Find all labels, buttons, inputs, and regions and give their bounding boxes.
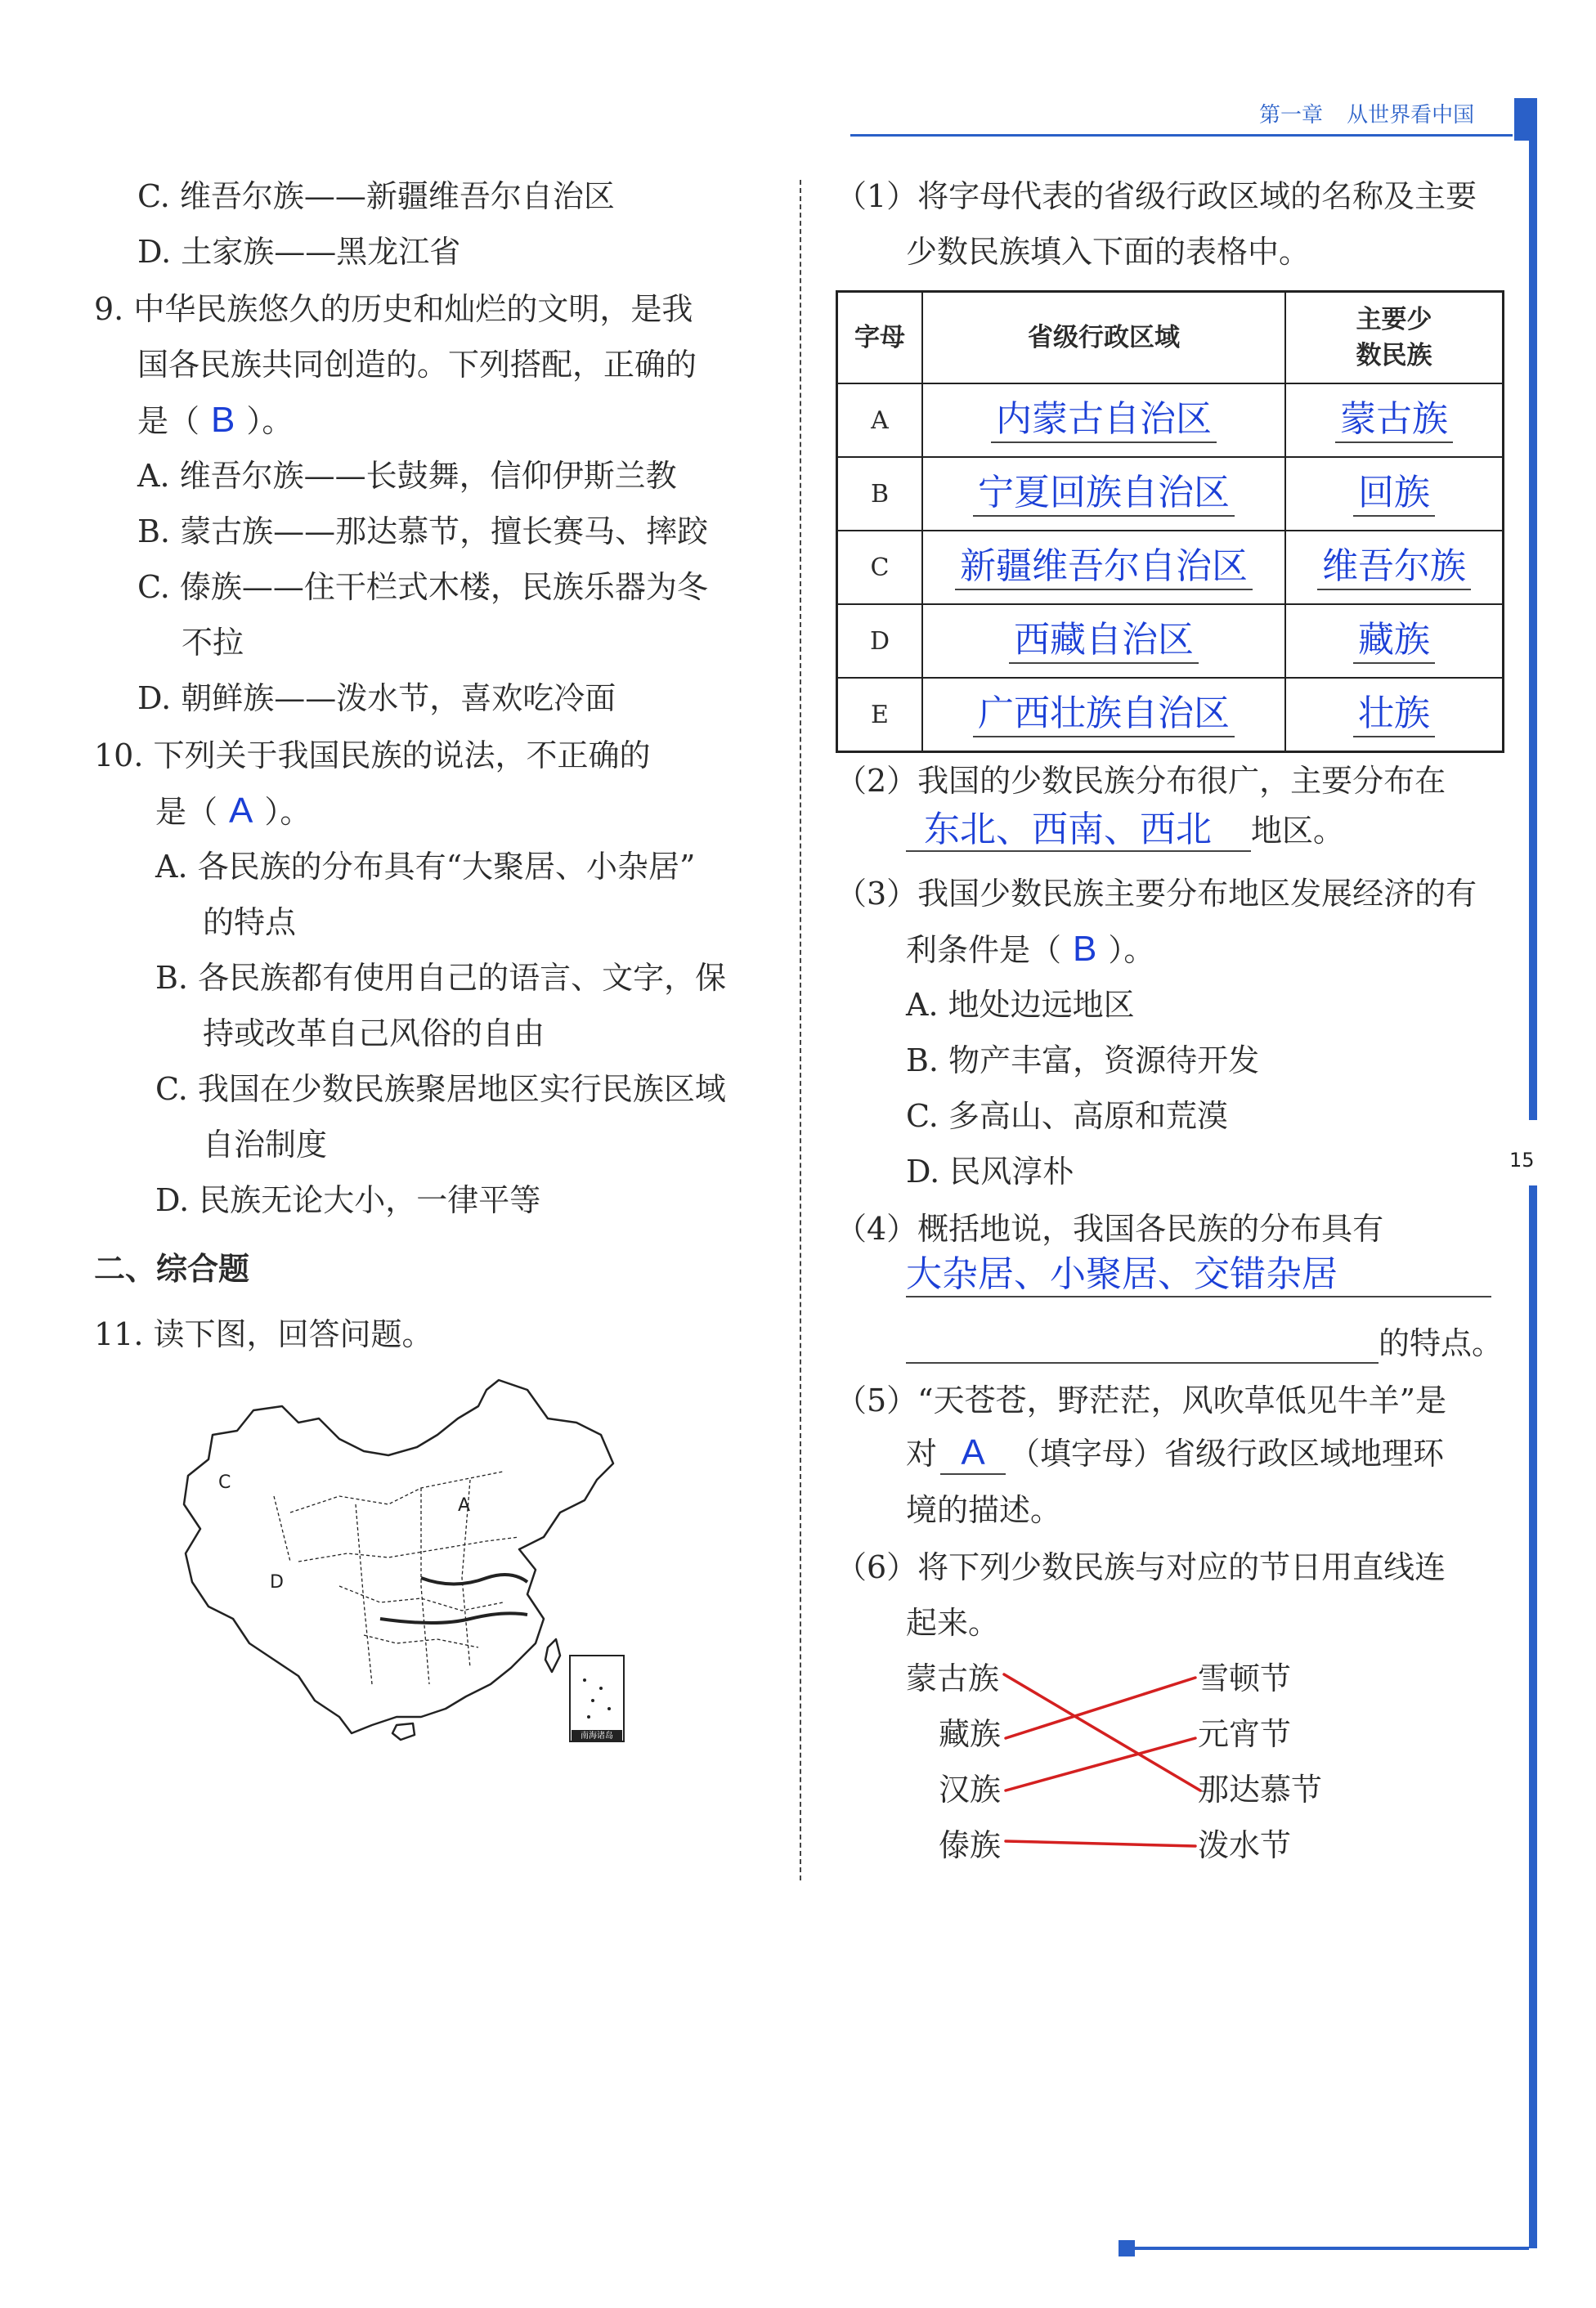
p5-prefix: 对 — [906, 1436, 938, 1472]
match-line-han-lantern — [1006, 1738, 1195, 1790]
page-header — [1259, 98, 1474, 128]
q8-option-d: D. 土家族——黑龙江省 — [137, 234, 461, 270]
p2-line2 — [906, 809, 1344, 852]
p3-answer: B — [1073, 929, 1097, 969]
p3-line2 — [906, 929, 1154, 970]
page-number: 15 — [1509, 1149, 1535, 1172]
q10-answer: A — [229, 791, 253, 831]
china-outline — [184, 1380, 613, 1733]
region-answer: 宁夏回族自治区 — [973, 471, 1235, 517]
row-ethnic — [1285, 531, 1504, 604]
section-title: 二、综合题 — [94, 1251, 250, 1287]
ethnic-answer: 壮族 — [1353, 692, 1435, 737]
header-ethnic-line1: 主要少 — [1356, 305, 1432, 334]
p3-option-b: B. 物产丰富，资源待开发 — [906, 1042, 1260, 1078]
match-line-tibetan-shoton — [1006, 1678, 1195, 1738]
p3-option-a: A. 地处边远地区 — [906, 987, 1135, 1023]
row-ethnic — [1285, 383, 1504, 457]
map-label-c: C — [218, 1472, 231, 1493]
row-region — [922, 457, 1285, 531]
matching-lines — [981, 1660, 1226, 1856]
ethnic-answer: 回族 — [1353, 471, 1435, 517]
row-letter: A — [837, 383, 923, 457]
q10-option-a-cont: 的特点 — [203, 904, 297, 940]
p4-line1: （4）概括地说，我国各民族的分布具有 — [836, 1211, 1384, 1247]
header-rule — [850, 134, 1513, 137]
p3-suffix: ）。 — [1108, 932, 1155, 968]
table-row — [837, 604, 1504, 678]
q9-option-c-cont: 不拉 — [182, 625, 244, 661]
chapter-title: 从世界看中国 — [1347, 103, 1475, 128]
p3-option-c: C. 多高山、高原和荒漠 — [906, 1098, 1228, 1134]
row-letter: C — [837, 531, 923, 604]
festival-water: 泼水节 — [1198, 1827, 1292, 1863]
ethnic-han: 汉族 — [939, 1772, 1002, 1808]
map-label-a: A — [458, 1495, 471, 1516]
right-edge-bar-lower — [1529, 1185, 1537, 2248]
festival-naadam: 那达慕节 — [1198, 1772, 1323, 1808]
row-letter: B — [837, 457, 923, 531]
region-answer: 新疆维吾尔自治区 — [955, 545, 1253, 590]
q9-stem-line1: 9. 中华民族悠久的历史和灿烂的文明，是我 — [94, 291, 693, 327]
table-row — [837, 531, 1504, 604]
table-header-row — [837, 292, 1504, 384]
q9-option-a: A. 维吾尔族——长鼓舞，信仰伊斯兰教 — [137, 458, 677, 494]
table-row — [837, 457, 1504, 531]
column-divider — [800, 180, 801, 1880]
map-label-d: D — [270, 1572, 284, 1593]
p4-suffix: 的特点。 — [1379, 1325, 1504, 1361]
ethnic-dai: 傣族 — [939, 1827, 1002, 1863]
row-letter: E — [837, 678, 923, 752]
q10-option-c-cont: 自治制度 — [203, 1127, 328, 1163]
q9-answer-line — [137, 400, 293, 441]
region-answer: 西藏自治区 — [1009, 618, 1199, 664]
q11-stem: 11. 读下图，回答问题。 — [94, 1316, 433, 1352]
header-letter: 字母 — [837, 292, 923, 384]
p4-answer: 大杂居、小聚居、交错杂居 — [906, 1254, 1338, 1294]
q10-option-c: C. 我国在少数民族聚居地区实行民族区域 — [155, 1071, 726, 1107]
ethnic-table — [836, 290, 1504, 753]
ethnic-answer: 藏族 — [1353, 618, 1435, 664]
p4-line3 — [906, 1323, 1503, 1364]
right-edge-bar — [1529, 139, 1537, 1120]
q10-stem: 10. 下列关于我国民族的说法，不正确的 — [94, 737, 651, 773]
ethnic-answer: 维吾尔族 — [1317, 545, 1471, 590]
p4-blank — [906, 1329, 1379, 1364]
region-answer: 内蒙古自治区 — [991, 397, 1217, 443]
p4-answer-line — [906, 1254, 1491, 1297]
row-ethnic — [1285, 604, 1504, 678]
festival-shoton: 雪顿节 — [1198, 1660, 1292, 1696]
footer-rule — [1128, 2247, 1529, 2250]
region-answer: 广西壮族自治区 — [973, 692, 1235, 737]
q9-option-d: D. 朝鲜族——泼水节，喜欢吃冷面 — [137, 680, 616, 716]
q9-option-c: C. 傣族——住干栏式木楼，民族乐器为冬 — [137, 569, 708, 605]
q10-prefix: 是（ — [155, 794, 218, 830]
header-ethnic — [1285, 292, 1504, 384]
p2-suffix: 地区。 — [1251, 813, 1345, 849]
p5-middle: （填字母）省级行政区域地理环 — [1009, 1436, 1445, 1472]
footer-square — [1119, 2240, 1135, 2256]
p5-answer: A — [940, 1432, 1006, 1475]
table-row — [837, 678, 1504, 752]
ethnic-answer: 蒙古族 — [1335, 397, 1453, 443]
q9-answer: B — [211, 400, 235, 440]
p3-line1: （3）我国少数民族主要分布地区发展经济的有 — [836, 876, 1477, 912]
match-line-dai-water — [1006, 1841, 1195, 1846]
p2-answer: 东北、西南、西北 — [906, 809, 1251, 852]
inset-label: 南海诸岛 — [581, 1732, 613, 1741]
island-hainan — [392, 1723, 415, 1740]
p5-line1: （5）“天苍苍，野茫茫，风吹草低见牛羊”是 — [836, 1383, 1447, 1418]
p1-line2: 少数民族填入下面的表格中。 — [906, 234, 1311, 270]
ethnic-mongol: 蒙古族 — [906, 1660, 1000, 1696]
q8-option-c: C. 维吾尔族——新疆维吾尔自治区 — [137, 178, 615, 214]
row-region — [922, 678, 1285, 752]
row-ethnic — [1285, 457, 1504, 531]
island-taiwan — [545, 1639, 560, 1672]
row-region — [922, 531, 1285, 604]
q10-answer-line — [155, 791, 311, 832]
ethnic-tibetan: 藏族 — [939, 1716, 1002, 1752]
row-ethnic — [1285, 678, 1504, 752]
header-ethnic-line2: 数民族 — [1356, 341, 1432, 370]
match-line-mongol-naadam — [1004, 1674, 1200, 1790]
p5-line2 — [906, 1432, 1444, 1475]
row-region — [922, 383, 1285, 457]
row-letter: D — [837, 604, 923, 678]
q10-option-d: D. 民族无论大小，一律平等 — [155, 1182, 541, 1218]
p1-line1: （1）将字母代表的省级行政区域的名称及主要 — [836, 178, 1477, 214]
q10-suffix: ）。 — [264, 794, 312, 830]
table-row — [837, 383, 1504, 457]
q10-option-b: B. 各民族都有使用自己的语言、文字，保 — [155, 960, 727, 996]
festival-lantern: 元宵节 — [1198, 1716, 1292, 1752]
p6-line2: 起来。 — [906, 1605, 1000, 1641]
header-region: 省级行政区域 — [922, 292, 1285, 384]
q9-suffix: ）。 — [246, 403, 294, 439]
q10-option-a: A. 各民族的分布具有“大聚居、小杂居” — [155, 849, 696, 885]
q9-option-b: B. 蒙古族——那达慕节，擅长赛马、摔跤 — [137, 513, 709, 549]
p2-line1: （2）我国的少数民族分布很广，主要分布在 — [836, 763, 1446, 799]
p5-line3: 境的描述。 — [906, 1492, 1062, 1528]
p3-prefix: 利条件是（ — [906, 932, 1062, 968]
q10-option-b-cont: 持或改革自己风俗的自由 — [203, 1015, 545, 1051]
row-region — [922, 604, 1285, 678]
q9-stem-line2: 国各民族共同创造的。下列搭配，正确的 — [137, 347, 697, 383]
p3-option-d: D. 民风淳朴 — [906, 1154, 1074, 1190]
inset-box — [570, 1656, 624, 1741]
header-tab — [1514, 98, 1537, 141]
q9-prefix: 是（ — [137, 403, 200, 439]
chapter-label: 第一章 — [1259, 103, 1324, 128]
p6-line1: （6）将下列少数民族与对应的节日用直线连 — [836, 1549, 1446, 1585]
china-map — [176, 1374, 634, 1750]
